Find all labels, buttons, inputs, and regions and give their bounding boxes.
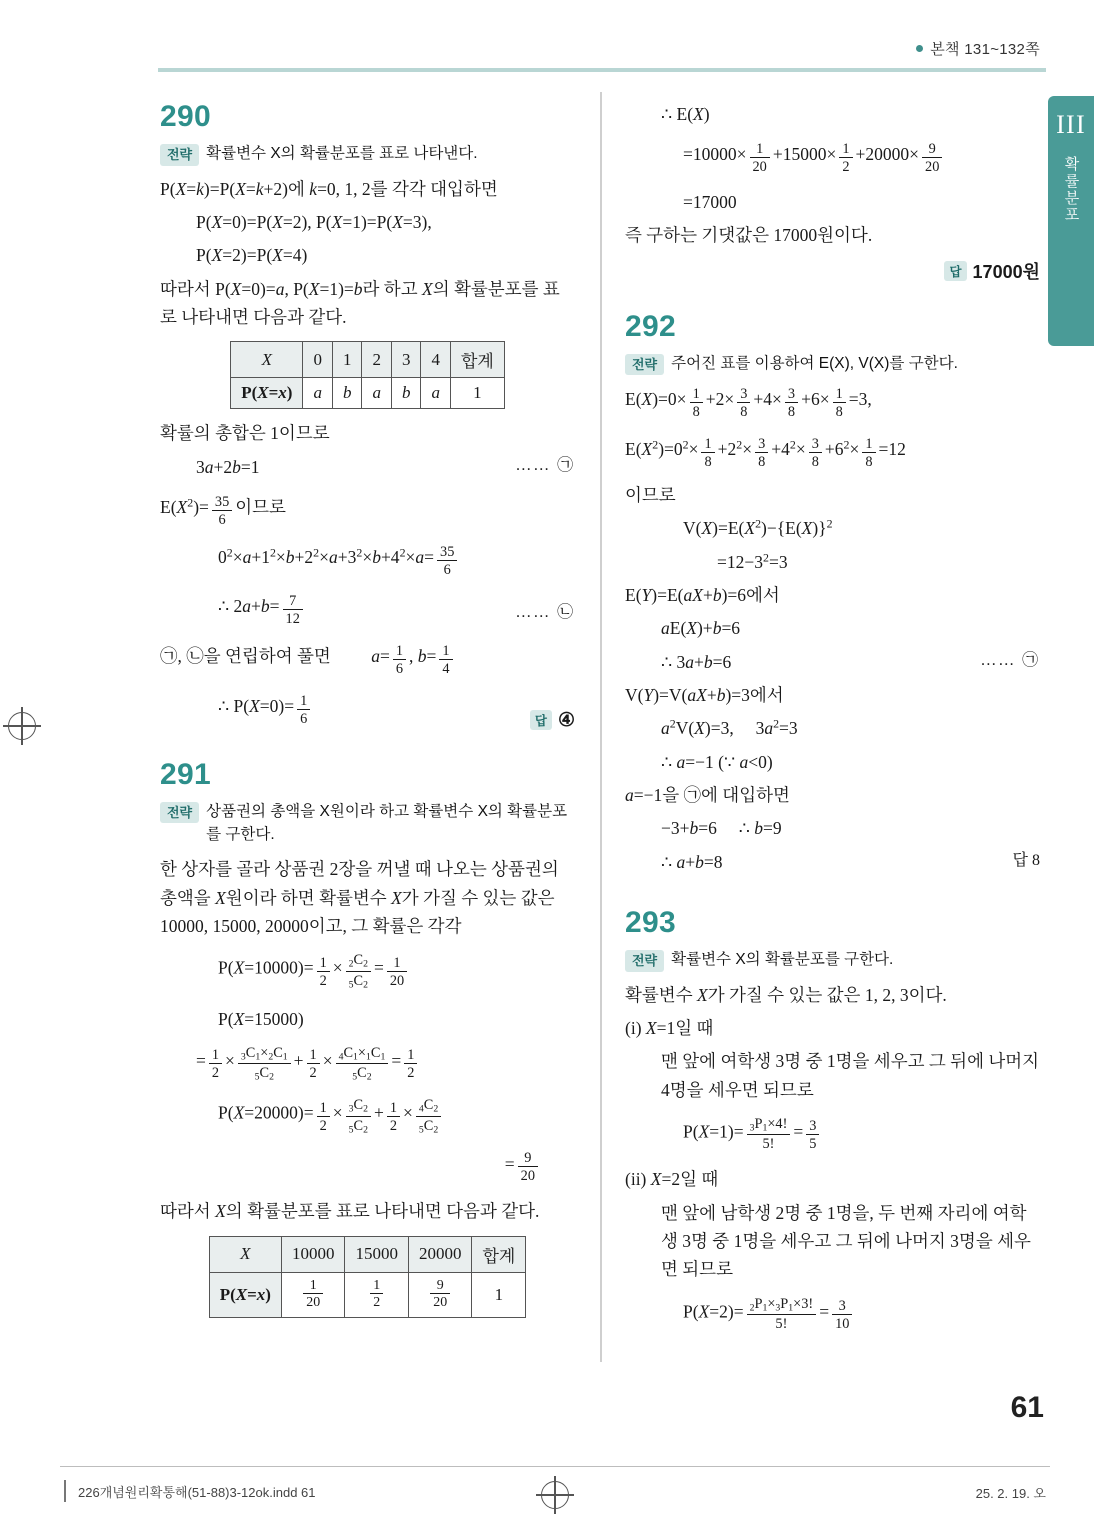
problem-292-eq-13: ∴ a+b=8 답 8 <box>661 848 1040 876</box>
answer-text: ④ <box>557 709 575 731</box>
problem-291-eq-1: P(X=10000)= $\frac{1}{2}$ × $\frac{_2C_2}{_5C_2}$ = $\frac{1}{20}$ <box>218 952 575 990</box>
problem-292-line-1: 이므로 <box>625 484 676 505</box>
problem-293-number: 293 <box>625 906 676 939</box>
problem-290-line-6: $E(X^2)=$ $\frac{35}{6}$ 이므로 <box>160 493 286 528</box>
problem-291-cont-line-2: =10000× $\frac{1}{20}$ +15000× $\frac{1}{2}$ +20000× $\frac{9}{20}$ <box>683 140 1040 176</box>
problem-290-distribution-table <box>230 341 505 409</box>
table-header-v1: 1 <box>332 342 362 378</box>
table-header-v4: 4 <box>421 342 451 378</box>
problem-292-eq-4: $=12-3^2=3$ <box>717 550 788 572</box>
problem-290-eq-1: 3a+2b=1 …… ㉠ <box>196 453 575 481</box>
answer-text: 17000원 <box>972 261 1040 282</box>
problem-290-strategy <box>160 142 575 166</box>
problem-292-eq-6: aE(X)+b=6 <box>661 618 741 639</box>
footer-date: 25. 2. 19. 오 <box>975 1486 1046 1501</box>
header-rule <box>158 68 1046 72</box>
strategy-text: 확률변수 X의 확률분포를 표로 나타낸다. <box>206 145 478 162</box>
strategy-text: 주어진 표를 이용하여 E(X), V(X)를 구한다. <box>671 354 958 372</box>
problem-292-eq-1: E(X)=0× $\frac{1}{8}$ +2× $\frac{3}{8}$ +4× $\frac{3}{8}$ +6× $\frac{1}{8}$ =3, <box>625 386 872 421</box>
problem-290-line-7: ㉠, ㉡을 연립하여 풀면 a= $\frac{1}{6}$ , b= $\frac{1}{4}$ <box>160 642 575 678</box>
header-reference-text: 본책 131~132쪽 <box>930 41 1040 58</box>
footer-bar-icon <box>64 1480 66 1502</box>
table-cell-p2: a <box>362 378 392 409</box>
problem-292-eq-9: $a^2V(X)=3$, $3a^2=3$ <box>661 716 798 739</box>
equation-mark-1: …… ㉠ <box>515 456 575 474</box>
table-header-v0: 10000 <box>281 1236 345 1272</box>
side-tab-label: 확률분포 <box>1062 156 1080 224</box>
footer-rule <box>60 1466 1050 1467</box>
table-header-x: X <box>231 342 303 378</box>
problem-290 <box>160 100 575 732</box>
left-column <box>160 100 575 1328</box>
table-header-v2: 20000 <box>408 1236 472 1272</box>
problem-291-eq-4: P(X=20000)= $\frac{1}{2}$ × $\frac{_3C_2}{_5C_2}$ + $\frac{1}{2}$ × $\frac{_4C_2}{_5C_2}$ <box>218 1097 575 1135</box>
problem-290-line-4: 따라서 P(X=0)=a, P(X=1)=b라 하고 X의 확률분포를 표로 나타내면 다음과 같다. <box>160 278 560 327</box>
table-cell-p0: a <box>303 378 333 409</box>
problem-291-cont-line-1: ∴ E(X) <box>661 104 710 124</box>
equation-mark-2: …… ㉡ <box>515 604 575 622</box>
problem-291-eq-3: = $\frac{1}{2}$ × $\frac{_3C_1\times_2C_1}{_5C_2}$ + $\frac{1}{2}$ × $\frac{_4C_1\times_1C_1}{_5C_2}$ = $\frac{1}{2}$ <box>196 1045 575 1083</box>
table-row <box>231 342 505 378</box>
answer-text: 8 <box>1032 851 1040 869</box>
strategy-text: 확률변수 X의 확률분포를 구한다. <box>671 951 894 968</box>
strategy-badge: 전략 <box>160 144 199 166</box>
table-cell-total: 1 <box>450 378 504 409</box>
problem-290-line-5: 확률의 총합은 1이므로 <box>160 423 330 444</box>
table-header-total: 합계 <box>472 1236 526 1272</box>
problem-291 <box>160 758 575 1318</box>
problem-290-eq-3: ∴ 2a+b= $\frac{7}{12}$ …… ㉡ <box>218 593 575 628</box>
problem-291-eq-2: P(X=15000) <box>218 1008 304 1029</box>
problem-290-eq-4: ∴ P(X=0)= $\frac{1}{6}$ <box>218 692 575 728</box>
table-row-label: P(X=x) <box>231 378 303 409</box>
problem-293-eq-2: P(X=2)= $\frac{_2P_1\times_3P_1\times 3!}{5!}$ = $\frac{3}{10}$ <box>683 1296 1040 1333</box>
strategy-badge: 전략 <box>625 950 664 972</box>
problem-291-line-1: 한 상자를 골라 상품권 2장을 꺼낼 때 나오는 상품권의 총액을 X원이라 하면 확률변수 X가 가질 수 있는 값은 10000, 15000, 20000이고, 그 확률은 각각 <box>160 859 559 936</box>
side-tab <box>1048 96 1094 346</box>
table-header-v2: 2 <box>362 342 392 378</box>
problem-292-answer <box>1013 848 1040 874</box>
table-cell-p0: $\frac{1}{20}$ <box>281 1272 345 1317</box>
problem-290-line-1: P(X=k)=P(X=k+2)에 k=0, 1, 2를 각각 대입하면 <box>160 178 498 199</box>
problem-291-line-2: 따라서 X의 확률분포를 표로 나타내면 다음과 같다. <box>160 1201 540 1222</box>
right-column <box>625 100 1040 1338</box>
table-header-v3: 3 <box>391 342 421 378</box>
problem-292-eq-8: V(Y)=V(aX+b)=3에서 <box>625 684 784 705</box>
problem-291-answer <box>625 258 1040 284</box>
problem-291-number: 291 <box>160 757 211 791</box>
table-cell-p3: b <box>391 378 421 409</box>
table-cell-p1: $\frac{1}{2}$ <box>345 1272 409 1317</box>
table-row <box>209 1236 526 1272</box>
table-cell-p4: a <box>421 378 451 409</box>
footer-filename-text: 226개념원리확통해(51-88)3-12ok.indd 61 <box>78 1485 316 1500</box>
problem-290-line-2: P(X=0)=P(X=2), P(X=1)=P(X=3), <box>196 211 432 232</box>
problem-291-eq-5: = $\frac{9}{20}$ <box>252 1150 575 1186</box>
registration-mark-bottom <box>541 1481 569 1509</box>
problem-292-eq-10: ∴ a=−1 (∵ a<0) <box>661 751 773 772</box>
problem-292-eq-5: E(Y)=E(aX+b)=6에서 <box>625 584 780 605</box>
table-cell-p1: b <box>332 378 362 409</box>
problem-293-strategy <box>625 948 1040 972</box>
column-divider <box>600 92 602 1362</box>
equation-mark-1: …… ㉠ <box>980 651 1040 669</box>
answer-badge: 답 <box>1012 851 1028 869</box>
footer-filename <box>64 1480 316 1502</box>
problem-292-eq-3: $V(X)=E(X^2)-\{E(X)\}^2$ <box>683 516 833 539</box>
table-row-label: P(X=x) <box>209 1272 281 1317</box>
table-cell-p2: $\frac{9}{20}$ <box>408 1272 472 1317</box>
problem-292-eq-11: a=−1을 ㉠에 대입하면 <box>625 784 790 805</box>
table-header-v1: 15000 <box>345 1236 409 1272</box>
problem-292-eq-2: $E(X^2)=0^2\times$ $\frac{1}{8}$ $+2^2\times$ $\frac{3}{8}$ $+4^2\times$ $\frac{3}{8}$ $+6^2\times$ $\frac{1}{8}$ =12 <box>625 435 906 470</box>
problem-291-distribution-table <box>209 1236 527 1318</box>
table-header-x: X <box>209 1236 281 1272</box>
problem-293-line-2: (i) X=1일 때 <box>625 1017 714 1038</box>
strategy-badge: 전략 <box>625 354 664 376</box>
table-header-total: 합계 <box>450 342 504 378</box>
problem-293-line-4: (ii) X=2일 때 <box>625 1169 719 1190</box>
problem-292-eq-12: −3+b=6 ∴ b=9 <box>661 818 782 839</box>
header-reference <box>916 38 1040 59</box>
problem-293 <box>625 906 1040 1333</box>
page-number: 61 <box>1010 1391 1044 1424</box>
problem-290-eq-2: $0^2\times a+1^2\times b+2^2\times a+3^2\times b+4^2\times a=$ $\frac{35}{6}$ <box>218 543 575 579</box>
problem-291-continuation <box>625 100 1040 284</box>
problem-291-cont-line-4: 즉 구하는 기댓값은 17000원이다. <box>625 225 873 246</box>
table-row <box>209 1272 526 1317</box>
answer-badge: 답 <box>944 261 966 281</box>
answer-badge: 답 <box>530 710 552 730</box>
registration-mark-left <box>8 712 36 740</box>
problem-290-line-3: P(X=2)=P(X=4) <box>196 245 308 266</box>
strategy-text: 상품권의 총액을 X원이라 하고 확률변수 X의 확률분포를 구한다. <box>206 802 568 844</box>
problem-290-number: 290 <box>160 100 211 133</box>
problem-291-strategy <box>160 800 575 847</box>
problem-293-eq-1: P(X=1)= $\frac{_3P_1\times 4!}{5!}$ = $\frac{3}{5}$ <box>683 1116 1040 1153</box>
strategy-badge: 전략 <box>160 802 199 824</box>
table-header-v0: 0 <box>303 342 333 378</box>
problem-293-line-5: 맨 앞에 남학생 2명 중 1명을, 두 번째 자리에 여학생 3명 중 1명을 세우고 그 뒤에 나머지 3명을 세우면 되므로 <box>661 1202 1031 1280</box>
problem-292-eq-7: ∴ 3a+b=6 …… ㉠ <box>661 648 1040 676</box>
problem-292-strategy <box>625 352 1040 376</box>
problem-293-line-1: 확률변수 X가 가질 수 있는 값은 1, 2, 3이다. <box>625 984 947 1005</box>
problem-293-line-3: 맨 앞에 여학생 3명 중 1명을 세우고 그 뒤에 나머지 4명을 세우면 되므로 <box>661 1051 1040 1100</box>
table-row <box>231 378 505 409</box>
problem-292 <box>625 310 1040 876</box>
bullet-icon <box>916 45 923 52</box>
problem-291-cont-line-3: =17000 <box>683 192 737 213</box>
side-tab-number: III <box>1056 110 1086 139</box>
table-cell-total: 1 <box>472 1272 526 1317</box>
problem-292-number: 292 <box>625 309 676 343</box>
